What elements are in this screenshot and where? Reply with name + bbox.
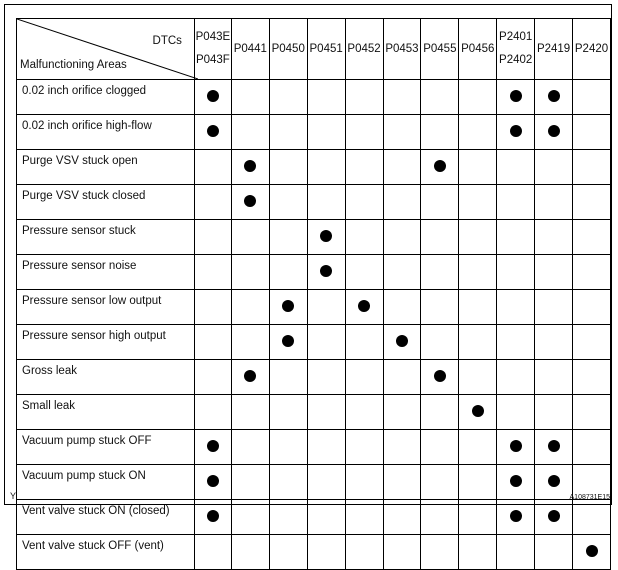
dtc-cell bbox=[194, 290, 231, 325]
dtc-cell bbox=[194, 220, 231, 255]
dtc-cell bbox=[383, 185, 421, 220]
dtc-cell bbox=[345, 360, 383, 395]
dtc-cell bbox=[459, 535, 497, 570]
dtc-cell bbox=[231, 80, 269, 115]
dtc-cell bbox=[421, 290, 459, 325]
dtc-cell bbox=[459, 150, 497, 185]
table-row bbox=[17, 360, 611, 395]
dtc-cell bbox=[497, 255, 535, 290]
dtc-cell bbox=[345, 80, 383, 115]
dtc-code: P2420 bbox=[574, 43, 609, 55]
dtc-cell bbox=[307, 220, 345, 255]
dtc-cell bbox=[497, 80, 535, 115]
dtc-cell bbox=[307, 430, 345, 465]
table-row bbox=[17, 80, 611, 115]
dtc-cell bbox=[421, 255, 459, 290]
dtc-code: P2402 bbox=[499, 54, 533, 66]
dtc-cell bbox=[459, 430, 497, 465]
dtc-cell bbox=[421, 185, 459, 220]
dtc-cell bbox=[573, 500, 611, 535]
dtc-cell bbox=[269, 535, 307, 570]
applicable-dot-icon bbox=[434, 160, 446, 172]
applicable-dot-icon bbox=[207, 440, 219, 452]
dtc-cell bbox=[231, 430, 269, 465]
dtc-cell bbox=[231, 465, 269, 500]
dtc-cell bbox=[345, 465, 383, 500]
dtc-cell bbox=[573, 115, 611, 150]
dtc-cell bbox=[421, 80, 459, 115]
dtc-cell bbox=[345, 150, 383, 185]
dtc-code: P0455 bbox=[423, 43, 457, 55]
dtc-cell bbox=[269, 185, 307, 220]
malfunction-area-label: Pressure sensor stuck bbox=[17, 220, 195, 255]
dtc-cell bbox=[231, 360, 269, 395]
applicable-dot-icon bbox=[434, 370, 446, 382]
dtc-cell bbox=[535, 500, 573, 535]
dtc-cell bbox=[421, 430, 459, 465]
dtc-cell bbox=[421, 115, 459, 150]
dtc-cell bbox=[307, 500, 345, 535]
dtc-cell bbox=[231, 220, 269, 255]
dtc-cell bbox=[497, 395, 535, 430]
dtc-cell bbox=[459, 115, 497, 150]
dtc-cell bbox=[497, 430, 535, 465]
dtc-cell bbox=[194, 255, 231, 290]
dtc-cell bbox=[459, 465, 497, 500]
dtc-code: P0456 bbox=[461, 43, 495, 55]
applicable-dot-icon bbox=[510, 510, 522, 522]
dtc-column-header bbox=[383, 19, 421, 80]
dtc-cell bbox=[269, 325, 307, 360]
dtc-cell bbox=[535, 360, 573, 395]
applicable-dot-icon bbox=[510, 475, 522, 487]
applicable-dot-icon bbox=[358, 300, 370, 312]
dtc-cell bbox=[307, 360, 345, 395]
table-row bbox=[17, 535, 611, 570]
dtc-cell bbox=[194, 115, 231, 150]
dtc-cell bbox=[231, 395, 269, 430]
table-row bbox=[17, 500, 611, 535]
dtc-cell bbox=[383, 325, 421, 360]
applicable-dot-icon bbox=[282, 300, 294, 312]
dtc-cell bbox=[497, 290, 535, 325]
figure-code: A108731E15 bbox=[569, 494, 610, 501]
applicable-dot-icon bbox=[510, 125, 522, 137]
dtc-cell bbox=[497, 115, 535, 150]
dtc-cell bbox=[383, 220, 421, 255]
dtc-cell bbox=[535, 325, 573, 360]
dtc-cell bbox=[383, 535, 421, 570]
table-row bbox=[17, 325, 611, 360]
applicable-dot-icon bbox=[396, 335, 408, 347]
dtc-cell bbox=[459, 80, 497, 115]
dtc-cell bbox=[459, 220, 497, 255]
table-row bbox=[17, 115, 611, 150]
dtc-cell bbox=[573, 80, 611, 115]
dtc-code: P2401 bbox=[499, 31, 533, 43]
malfunction-area-label: Pressure sensor low output bbox=[17, 290, 195, 325]
dtc-cell bbox=[573, 430, 611, 465]
dtc-cell bbox=[345, 185, 383, 220]
dtc-code: P0441 bbox=[233, 43, 267, 55]
dtc-cell bbox=[573, 360, 611, 395]
applicable-dot-icon bbox=[207, 475, 219, 487]
applicable-dot-icon bbox=[548, 510, 560, 522]
applicable-dot-icon bbox=[510, 440, 522, 452]
table-row bbox=[17, 220, 611, 255]
malfunction-area-label: Vent valve stuck ON (closed) bbox=[17, 500, 195, 535]
dtc-cell bbox=[383, 465, 421, 500]
dtc-cell bbox=[383, 150, 421, 185]
dtc-code: P0452 bbox=[347, 43, 381, 55]
dtc-cell bbox=[231, 185, 269, 220]
dtc-cell bbox=[383, 395, 421, 430]
dtc-column-header bbox=[459, 19, 497, 80]
dtc-cell bbox=[231, 150, 269, 185]
dtc-cell bbox=[231, 325, 269, 360]
dtc-cell bbox=[535, 185, 573, 220]
dtc-cell bbox=[573, 325, 611, 360]
dtc-cell bbox=[535, 395, 573, 430]
dtc-cell bbox=[421, 535, 459, 570]
table-row bbox=[17, 185, 611, 220]
malfunction-area-label: Small leak bbox=[17, 395, 195, 430]
dtc-cell bbox=[459, 290, 497, 325]
applicable-dot-icon bbox=[244, 195, 256, 207]
header-corner-cell bbox=[17, 19, 195, 80]
dtc-cell bbox=[345, 115, 383, 150]
dtc-cell bbox=[497, 535, 535, 570]
dtc-cell bbox=[421, 325, 459, 360]
dtc-cell bbox=[307, 395, 345, 430]
dtc-cell bbox=[383, 500, 421, 535]
dtc-cell bbox=[497, 465, 535, 500]
applicable-dot-icon bbox=[320, 265, 332, 277]
dtc-cell bbox=[307, 465, 345, 500]
dtc-code: P2419 bbox=[536, 43, 571, 55]
applicable-dot-icon bbox=[282, 335, 294, 347]
dtc-cell bbox=[269, 290, 307, 325]
dtc-cell bbox=[573, 150, 611, 185]
malfunction-area-label: 0.02 inch orifice clogged bbox=[17, 80, 195, 115]
dtc-cell bbox=[459, 500, 497, 535]
dtc-cell bbox=[345, 395, 383, 430]
dtc-cell bbox=[345, 290, 383, 325]
table-row bbox=[17, 465, 611, 500]
dtc-cell bbox=[194, 80, 231, 115]
dtc-column-header bbox=[497, 19, 535, 80]
applicable-dot-icon bbox=[207, 90, 219, 102]
dtc-cell bbox=[345, 255, 383, 290]
dtc-cell bbox=[535, 150, 573, 185]
dtc-cell bbox=[194, 465, 231, 500]
malfunction-area-label: Pressure sensor high output bbox=[17, 325, 195, 360]
dtc-cell bbox=[269, 115, 307, 150]
dtc-cell bbox=[194, 185, 231, 220]
table-row bbox=[17, 430, 611, 465]
dtc-cell bbox=[307, 150, 345, 185]
dtc-cell bbox=[345, 535, 383, 570]
dtc-cell bbox=[497, 150, 535, 185]
malfunction-area-label: Purge VSV stuck open bbox=[17, 150, 195, 185]
dtc-cell bbox=[307, 535, 345, 570]
dtc-cell bbox=[383, 80, 421, 115]
malfunction-area-label: Purge VSV stuck closed bbox=[17, 185, 195, 220]
table-body bbox=[17, 80, 611, 570]
dtc-cell bbox=[535, 115, 573, 150]
dtc-cell bbox=[497, 500, 535, 535]
applicable-dot-icon bbox=[244, 370, 256, 382]
applicable-dot-icon bbox=[548, 475, 560, 487]
applicable-dot-icon bbox=[320, 230, 332, 242]
malfunction-area-label: Gross leak bbox=[17, 360, 195, 395]
dtc-cell bbox=[535, 430, 573, 465]
dtc-column-header bbox=[421, 19, 459, 80]
dtc-cell bbox=[535, 465, 573, 500]
dtc-cell bbox=[535, 220, 573, 255]
dtc-column-header bbox=[194, 19, 231, 80]
figure-frame bbox=[4, 4, 612, 552]
dtc-cell bbox=[459, 255, 497, 290]
table-row bbox=[17, 290, 611, 325]
dtc-cell bbox=[535, 290, 573, 325]
malfunction-area-label: Pressure sensor noise bbox=[17, 255, 195, 290]
malfunction-area-label: Vacuum pump stuck OFF bbox=[17, 430, 195, 465]
dtc-cell bbox=[231, 290, 269, 325]
applicable-dot-icon bbox=[244, 160, 256, 172]
malfunction-area-label: 0.02 inch orifice high-flow bbox=[17, 115, 195, 150]
malfunctioning-areas-label: Malfunctioning Areas bbox=[20, 59, 127, 71]
dtc-cell bbox=[421, 360, 459, 395]
dtc-cell bbox=[573, 290, 611, 325]
applicable-dot-icon bbox=[548, 125, 560, 137]
dtc-cell bbox=[194, 360, 231, 395]
dtc-code: P0453 bbox=[385, 43, 419, 55]
dtc-cell bbox=[573, 185, 611, 220]
dtc-cell bbox=[383, 115, 421, 150]
malfunction-area-label: Vent valve stuck OFF (vent) bbox=[17, 535, 195, 570]
dtc-cell bbox=[194, 150, 231, 185]
dtc-code: P043F bbox=[195, 54, 230, 66]
dtc-cell bbox=[269, 80, 307, 115]
applicable-dot-icon bbox=[548, 440, 560, 452]
dtc-cell bbox=[307, 255, 345, 290]
dtc-cell bbox=[383, 290, 421, 325]
dtc-cell bbox=[421, 395, 459, 430]
dtc-cell bbox=[459, 395, 497, 430]
dtc-cell bbox=[307, 325, 345, 360]
dtc-column-header bbox=[345, 19, 383, 80]
dtc-cell bbox=[459, 185, 497, 220]
dtc-cell bbox=[535, 255, 573, 290]
applicable-dot-icon bbox=[472, 405, 484, 417]
applicable-dot-icon bbox=[586, 545, 598, 557]
dtc-cell bbox=[497, 325, 535, 360]
applicable-dot-icon bbox=[207, 510, 219, 522]
dtc-cell bbox=[231, 500, 269, 535]
dtc-cell bbox=[194, 535, 231, 570]
dtc-cell bbox=[383, 255, 421, 290]
dtc-cell bbox=[573, 395, 611, 430]
dtc-code: P0450 bbox=[271, 43, 305, 55]
dtc-cell bbox=[269, 150, 307, 185]
dtc-cell bbox=[307, 115, 345, 150]
dtc-cell bbox=[269, 220, 307, 255]
dtc-cell bbox=[194, 500, 231, 535]
dtc-cell bbox=[497, 185, 535, 220]
table-row bbox=[17, 150, 611, 185]
dtc-cell bbox=[421, 150, 459, 185]
dtc-cell bbox=[497, 360, 535, 395]
dtc-cell bbox=[421, 220, 459, 255]
dtc-cell bbox=[194, 325, 231, 360]
dtc-cell bbox=[535, 80, 573, 115]
dtc-cell bbox=[231, 535, 269, 570]
dtc-column-header bbox=[573, 19, 611, 80]
dtc-cell bbox=[345, 220, 383, 255]
dtc-cell bbox=[307, 80, 345, 115]
dtc-code: P043E bbox=[195, 31, 231, 43]
applicable-dot-icon bbox=[510, 90, 522, 102]
applicable-dot-icon bbox=[207, 125, 219, 137]
dtc-column-header bbox=[535, 19, 573, 80]
dtc-cell bbox=[269, 500, 307, 535]
dtc-cell bbox=[194, 430, 231, 465]
dtc-cell bbox=[194, 395, 231, 430]
malfunction-area-label: Vacuum pump stuck ON bbox=[17, 465, 195, 500]
dtc-cell bbox=[269, 255, 307, 290]
dtc-column-header bbox=[269, 19, 307, 80]
dtc-cell bbox=[345, 325, 383, 360]
dtc-cell bbox=[345, 500, 383, 535]
dtc-cell bbox=[383, 360, 421, 395]
header-row bbox=[17, 19, 611, 80]
dtc-cell bbox=[573, 535, 611, 570]
y-mark: Y bbox=[10, 491, 17, 501]
dtc-column-header bbox=[231, 19, 269, 80]
table-row bbox=[17, 255, 611, 290]
dtc-cell bbox=[307, 185, 345, 220]
dtc-cell bbox=[383, 430, 421, 465]
dtc-cell bbox=[573, 220, 611, 255]
dtc-cell bbox=[231, 255, 269, 290]
dtcs-label: DTCs bbox=[152, 35, 182, 47]
dtc-cell bbox=[269, 395, 307, 430]
dtc-cell bbox=[497, 220, 535, 255]
table-row bbox=[17, 395, 611, 430]
dtc-cell bbox=[535, 535, 573, 570]
applicable-dot-icon bbox=[548, 90, 560, 102]
dtc-cell bbox=[307, 290, 345, 325]
dtc-code: P0451 bbox=[309, 43, 343, 55]
dtc-column-header bbox=[307, 19, 345, 80]
dtc-cell bbox=[231, 115, 269, 150]
dtc-cell bbox=[459, 325, 497, 360]
dtc-cell bbox=[421, 500, 459, 535]
dtc-cell bbox=[421, 465, 459, 500]
dtc-matrix-table bbox=[16, 18, 611, 570]
dtc-cell bbox=[459, 360, 497, 395]
dtc-cell bbox=[269, 360, 307, 395]
dtc-cell bbox=[269, 465, 307, 500]
dtc-cell bbox=[269, 430, 307, 465]
dtc-cell bbox=[345, 430, 383, 465]
dtc-cell bbox=[573, 255, 611, 290]
